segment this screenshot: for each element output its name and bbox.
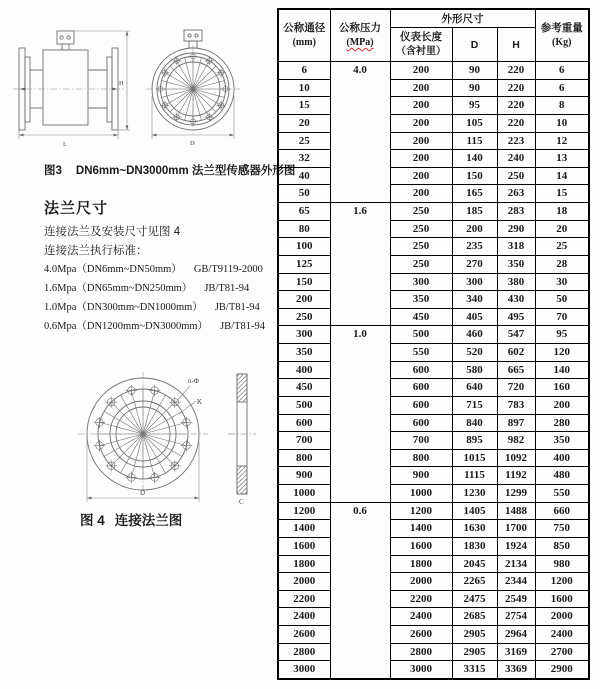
header-h: H — [497, 28, 535, 62]
cell-h: 220 — [497, 114, 535, 132]
table-row — [278, 238, 589, 256]
cell-d: 640 — [452, 379, 497, 397]
cell-length: 2600 — [390, 626, 452, 644]
cell-length: 200 — [390, 150, 452, 168]
standard-line — [44, 283, 274, 294]
cell-weight: 2900 — [535, 661, 589, 679]
standard-spec: 1.0Mpa（DN300mm~DN1000mm） — [44, 302, 203, 313]
cell-d: 185 — [452, 203, 497, 221]
cell-length: 1800 — [390, 555, 452, 573]
cell-h: 2754 — [497, 608, 535, 626]
cell-dn: 600 — [278, 414, 330, 432]
cell-length: 800 — [390, 449, 452, 467]
table-row — [278, 62, 589, 80]
cell-h: 720 — [497, 379, 535, 397]
header-dn-title: 公称通径 — [283, 22, 326, 34]
cell-h: 1299 — [497, 485, 535, 503]
cell-weight: 18 — [535, 203, 589, 221]
table-row — [278, 344, 589, 362]
table-row — [278, 361, 589, 379]
cell-length: 1600 — [390, 537, 452, 555]
cell-h: 318 — [497, 238, 535, 256]
cell-d: 2905 — [452, 643, 497, 661]
dim-label-l: L — [63, 141, 67, 148]
cell-length: 900 — [390, 467, 452, 485]
table-row — [278, 291, 589, 309]
cell-h: 495 — [497, 308, 535, 326]
cell-d: 895 — [452, 432, 497, 450]
table-row — [278, 185, 589, 203]
cell-d: 2045 — [452, 555, 497, 573]
cell-d: 405 — [452, 308, 497, 326]
standard-code: GB/T9119-2000 — [193, 264, 263, 275]
cell-h: 263 — [497, 185, 535, 203]
cell-dn: 900 — [278, 467, 330, 485]
cell-length: 200 — [390, 62, 452, 80]
cell-dn: 800 — [278, 449, 330, 467]
cell-weight: 350 — [535, 432, 589, 450]
cell-weight: 2700 — [535, 643, 589, 661]
cell-length: 2200 — [390, 590, 452, 608]
figure4-drawing — [0, 352, 275, 508]
cell-dn: 50 — [278, 185, 330, 203]
cell-dn: 1400 — [278, 520, 330, 538]
table-row — [278, 520, 589, 538]
cell-h: 350 — [497, 255, 535, 273]
table-row — [278, 150, 589, 168]
cell-length: 2400 — [390, 608, 452, 626]
table-row — [278, 502, 589, 520]
cell-weight: 6 — [535, 62, 589, 80]
cell-weight: 50 — [535, 291, 589, 309]
cell-d: 2265 — [452, 573, 497, 591]
cell-d: 235 — [452, 238, 497, 256]
table-row — [278, 449, 589, 467]
table-row — [278, 537, 589, 555]
cell-pressure: 4.0 — [330, 62, 390, 203]
cell-dn: 200 — [278, 291, 330, 309]
header-pressure-unit: (MPa) — [346, 37, 374, 48]
cell-weight: 120 — [535, 344, 589, 362]
cell-length: 600 — [390, 379, 452, 397]
cell-weight: 140 — [535, 361, 589, 379]
cell-weight: 2000 — [535, 608, 589, 626]
standard-code: JB/T81-94 — [204, 283, 250, 294]
cell-h: 3169 — [497, 643, 535, 661]
table-row — [278, 203, 589, 221]
cell-weight: 25 — [535, 238, 589, 256]
cell-h: 2344 — [497, 573, 535, 591]
cell-dn: 350 — [278, 344, 330, 362]
header-length-line2: （含衬里） — [396, 46, 446, 57]
cell-length: 700 — [390, 432, 452, 450]
dimension-l — [19, 130, 118, 139]
flange-line-2: 连接法兰执行标准： — [44, 245, 148, 257]
cell-weight: 200 — [535, 396, 589, 414]
cell-d: 1630 — [452, 520, 497, 538]
cell-d: 90 — [452, 62, 497, 80]
cell-length: 550 — [390, 344, 452, 362]
cell-weight: 550 — [535, 485, 589, 503]
cell-h: 1092 — [497, 449, 535, 467]
cell-d: 1230 — [452, 485, 497, 503]
cell-dn: 100 — [278, 238, 330, 256]
cell-weight: 15 — [535, 185, 589, 203]
table-row — [278, 132, 589, 150]
cell-weight: 13 — [535, 150, 589, 168]
cell-length: 1200 — [390, 502, 452, 520]
table-row — [278, 661, 589, 679]
cell-length: 200 — [390, 79, 452, 97]
header-pressure — [330, 9, 390, 62]
cell-dn: 1800 — [278, 555, 330, 573]
table-row — [278, 273, 589, 291]
cell-weight: 28 — [535, 255, 589, 273]
table-row — [278, 643, 589, 661]
cell-h: 897 — [497, 414, 535, 432]
figure4-caption — [80, 509, 182, 529]
cell-dn: 250 — [278, 308, 330, 326]
figure4-number: 图 4 — [80, 513, 105, 528]
table-row — [278, 485, 589, 503]
header-dn-unit: (mm) — [292, 37, 316, 48]
cell-weight: 30 — [535, 273, 589, 291]
label-k: K — [197, 398, 203, 406]
table-row — [278, 167, 589, 185]
cell-h: 783 — [497, 396, 535, 414]
figure3-title: DN6mm~DN3000mm 法兰型传感器外形图 — [75, 165, 296, 177]
cell-dn: 20 — [278, 114, 330, 132]
cell-h: 430 — [497, 291, 535, 309]
cell-d: 840 — [452, 414, 497, 432]
cell-weight: 70 — [535, 308, 589, 326]
cell-length: 500 — [390, 326, 452, 344]
cell-h: 240 — [497, 150, 535, 168]
cell-dn: 3000 — [278, 661, 330, 679]
cell-weight: 660 — [535, 502, 589, 520]
flange-heading: 法兰尺寸 — [44, 200, 109, 217]
cell-h: 220 — [497, 62, 535, 80]
cell-dn: 700 — [278, 432, 330, 450]
standard-spec: 0.6Mpa（DN1200mm~DN3000mm） — [44, 321, 209, 332]
header-d: D — [452, 28, 497, 62]
cell-dn: 1200 — [278, 502, 330, 520]
cell-h: 1488 — [497, 502, 535, 520]
cell-weight: 20 — [535, 220, 589, 238]
cell-dn: 125 — [278, 255, 330, 273]
cell-length: 600 — [390, 396, 452, 414]
cell-length: 600 — [390, 361, 452, 379]
cell-h: 2549 — [497, 590, 535, 608]
cell-length: 200 — [390, 114, 452, 132]
table-row — [278, 608, 589, 626]
cell-length: 300 — [390, 273, 452, 291]
cell-d: 340 — [452, 291, 497, 309]
standard-code: JB/T81-94 — [220, 321, 265, 332]
cell-dn: 2600 — [278, 626, 330, 644]
cell-length: 250 — [390, 238, 452, 256]
cell-d: 2905 — [452, 626, 497, 644]
cell-weight: 280 — [535, 414, 589, 432]
table-row — [278, 379, 589, 397]
cell-length: 3000 — [390, 661, 452, 679]
cell-weight: 980 — [535, 555, 589, 573]
header-pressure-title: 公称压力 — [339, 22, 381, 34]
cell-d: 2475 — [452, 590, 497, 608]
cell-weight: 95 — [535, 326, 589, 344]
cell-dn: 450 — [278, 379, 330, 397]
cell-length: 1000 — [390, 485, 452, 503]
cell-h: 3369 — [497, 661, 535, 679]
cell-d: 270 — [452, 255, 497, 273]
cell-h: 220 — [497, 79, 535, 97]
figure3-drawing — [0, 0, 275, 158]
cell-h: 250 — [497, 167, 535, 185]
flange-centerlines — [78, 372, 208, 496]
header-length — [390, 28, 452, 62]
sensor-side-view — [19, 31, 118, 130]
cell-weight: 480 — [535, 467, 589, 485]
cell-h: 547 — [497, 326, 535, 344]
standard-line — [44, 321, 274, 332]
cell-dn: 80 — [278, 220, 330, 238]
cell-d: 95 — [452, 97, 497, 115]
cell-weight: 160 — [535, 379, 589, 397]
cell-d: 2685 — [452, 608, 497, 626]
cell-h: 290 — [497, 220, 535, 238]
cell-length: 200 — [390, 132, 452, 150]
cell-d: 150 — [452, 167, 497, 185]
cell-h: 2964 — [497, 626, 535, 644]
cell-weight: 12 — [535, 132, 589, 150]
table-row — [278, 326, 589, 344]
standard-spec: 1.6Mpa（DN65mm~DN250mm） — [44, 283, 193, 294]
cell-weight: 1600 — [535, 590, 589, 608]
cell-d: 460 — [452, 326, 497, 344]
cell-dn: 2400 — [278, 608, 330, 626]
cell-weight: 750 — [535, 520, 589, 538]
dimensions-table — [277, 8, 590, 680]
cell-h: 1924 — [497, 537, 535, 555]
standard-code: JB/T81-94 — [214, 302, 260, 313]
standard-line — [44, 302, 274, 313]
table-row — [278, 255, 589, 273]
cell-dn: 25 — [278, 132, 330, 150]
cell-h: 1192 — [497, 467, 535, 485]
cell-d: 520 — [452, 344, 497, 362]
cell-pressure: 0.6 — [330, 502, 390, 679]
flange-section-view — [228, 374, 256, 494]
cell-length: 2800 — [390, 643, 452, 661]
table-row — [278, 220, 589, 238]
cell-dn: 2200 — [278, 590, 330, 608]
cell-weight: 10 — [535, 114, 589, 132]
flange-line-1: 连接法兰及安装尺寸见图 4 — [44, 226, 181, 238]
cell-d: 1405 — [452, 502, 497, 520]
cell-weight: 14 — [535, 167, 589, 185]
cell-dn: 32 — [278, 150, 330, 168]
table-row — [278, 590, 589, 608]
cell-h: 380 — [497, 273, 535, 291]
dim-label-h: H — [119, 80, 124, 87]
cell-d: 580 — [452, 361, 497, 379]
label-c: C — [239, 498, 244, 506]
cell-h: 602 — [497, 344, 535, 362]
table-row — [278, 79, 589, 97]
label-n-phi: n-Φ — [188, 377, 199, 385]
cell-d: 140 — [452, 150, 497, 168]
cell-pressure: 1.0 — [330, 326, 390, 502]
header-dims-group: 外形尺寸 — [390, 9, 535, 28]
figure3-caption — [44, 162, 295, 178]
dim-label-d: D — [190, 140, 195, 147]
dim-label-d-flange: D — [140, 489, 146, 497]
cell-dn: 40 — [278, 167, 330, 185]
cell-length: 250 — [390, 255, 452, 273]
cell-dn: 1600 — [278, 537, 330, 555]
header-weight-unit: (Kg) — [552, 37, 572, 48]
cell-d: 1015 — [452, 449, 497, 467]
cell-dn: 15 — [278, 97, 330, 115]
header-weight-title: 参考重量 — [540, 22, 583, 34]
cell-dn: 1000 — [278, 485, 330, 503]
standard-line — [44, 264, 274, 275]
cell-length: 200 — [390, 167, 452, 185]
cell-d: 3315 — [452, 661, 497, 679]
cell-weight: 6 — [535, 79, 589, 97]
figure3-number: 图3 — [44, 165, 62, 177]
table-row — [278, 308, 589, 326]
table-row — [278, 396, 589, 414]
flange-section — [44, 197, 274, 340]
table-row — [278, 432, 589, 450]
cell-length: 350 — [390, 291, 452, 309]
cell-d: 300 — [452, 273, 497, 291]
cell-h: 223 — [497, 132, 535, 150]
cell-dn: 400 — [278, 361, 330, 379]
cell-dn: 10 — [278, 79, 330, 97]
cell-h: 665 — [497, 361, 535, 379]
cell-length: 250 — [390, 203, 452, 221]
cell-length: 450 — [390, 308, 452, 326]
cell-h: 1700 — [497, 520, 535, 538]
cell-dn: 6 — [278, 62, 330, 80]
cell-dn: 2800 — [278, 643, 330, 661]
cell-d: 200 — [452, 220, 497, 238]
table-row — [278, 467, 589, 485]
table-row — [278, 414, 589, 432]
table-row — [278, 114, 589, 132]
cell-length: 200 — [390, 185, 452, 203]
cell-weight: 8 — [535, 97, 589, 115]
cell-weight: 850 — [535, 537, 589, 555]
dimensions-table-wrap — [277, 8, 590, 680]
table-row — [278, 626, 589, 644]
cell-length: 1400 — [390, 520, 452, 538]
header-dn — [278, 9, 330, 62]
cell-dn: 300 — [278, 326, 330, 344]
cell-d: 715 — [452, 396, 497, 414]
cell-h: 283 — [497, 203, 535, 221]
cell-weight: 1200 — [535, 573, 589, 591]
cell-dn: 500 — [278, 396, 330, 414]
cell-d: 115 — [452, 132, 497, 150]
cell-pressure: 1.6 — [330, 203, 390, 326]
header-weight — [535, 9, 589, 62]
table-row — [278, 573, 589, 591]
cell-d: 90 — [452, 79, 497, 97]
cell-dn: 65 — [278, 203, 330, 221]
cell-h: 220 — [497, 97, 535, 115]
cell-length: 200 — [390, 97, 452, 115]
cell-h: 982 — [497, 432, 535, 450]
figure4-title: 连接法兰图 — [114, 513, 183, 528]
cell-length: 600 — [390, 414, 452, 432]
cell-d: 1830 — [452, 537, 497, 555]
cell-length: 250 — [390, 220, 452, 238]
cell-length: 2000 — [390, 573, 452, 591]
cell-dn: 2000 — [278, 573, 330, 591]
header-length-line1: 仪表长度 — [400, 31, 442, 43]
cell-weight: 400 — [535, 449, 589, 467]
cell-d: 165 — [452, 185, 497, 203]
cell-weight: 2400 — [535, 626, 589, 644]
standard-spec: 4.0Mpa（DN6mm~DN50mm） — [44, 264, 182, 275]
table-row — [278, 97, 589, 115]
cell-d: 1115 — [452, 467, 497, 485]
bolt-leaders — [176, 386, 196, 414]
cell-h: 2134 — [497, 555, 535, 573]
cell-d: 105 — [452, 114, 497, 132]
table-row — [278, 555, 589, 573]
cell-dn: 150 — [278, 273, 330, 291]
